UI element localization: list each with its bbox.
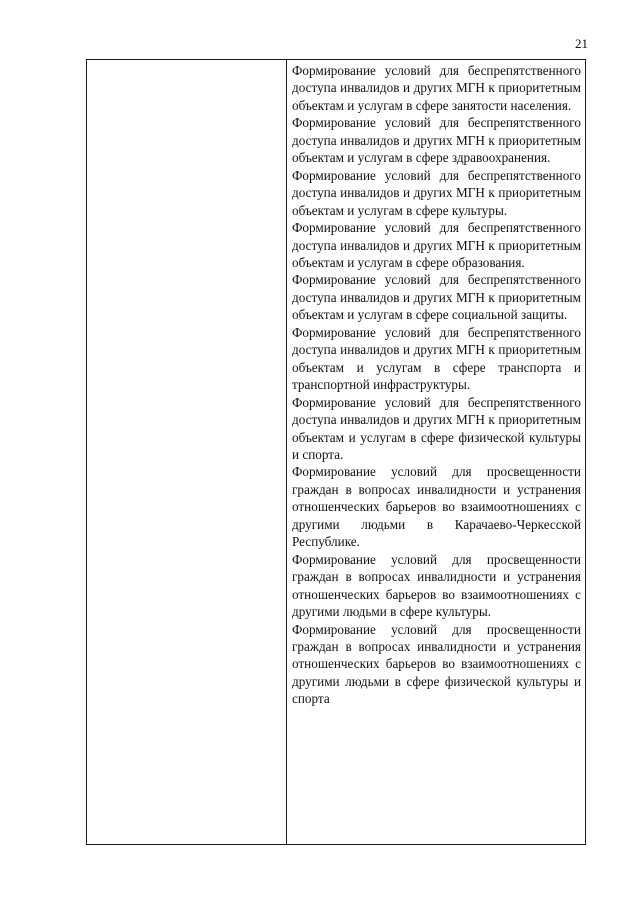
table-paragraph: Формирование условий для беспрепятственного доступа инвалидов и других МГН к приоритетным объектам и услугам в сфере транспорта и транспортной инфраструктуры.: [292, 324, 581, 393]
table-paragraph: Формирование условий для беспрепятственного доступа инвалидов и других МГН к приоритетным объектам и услугам в сфере культуры.: [292, 167, 581, 218]
table-left-cell: [87, 60, 287, 844]
table-paragraph: Формирование условий для просвещенности граждан в вопросах инвалидности и устранения отношенческих барьеров во взаимоотношениях с другими людьми в Карачаево-Черкесской Республике.: [292, 464, 581, 550]
table-paragraph: Формирование условий для беспрепятственного доступа инвалидов и других МГН к приоритетным объектам и услугам в сфере социальной защиты.: [292, 272, 581, 323]
table-paragraph: Формирование условий для просвещенности граждан в вопросах инвалидности и устранения отношенческих барьеров во взаимоотношениях с другими людьми в сфере культуры.: [292, 551, 581, 620]
table-paragraph: Формирование условий для беспрепятственного доступа инвалидов и других МГН к приоритетным объектам и услугам в сфере занятости населения.: [292, 63, 581, 113]
document-table: [86, 59, 586, 845]
table-paragraph: Формирование условий для беспрепятственного доступа инвалидов и других МГН к приоритетным объектам и услугам в сфере образования.: [292, 220, 581, 270]
table-right-cell: [292, 62, 581, 708]
page-number: 21: [575, 36, 588, 51]
table-paragraph: Формирование условий для беспрепятственного доступа инвалидов и других МГН к приоритетным объектам и услугам в сфере здравоохранения.: [292, 115, 581, 166]
table-paragraph: Формирование условий для беспрепятственного доступа инвалидов и других МГН к приоритетным объектам и услугам в сфере физической культуры и спорта.: [292, 394, 581, 462]
table-paragraph: Формирование условий для просвещенности граждан в вопросах инвалидности и устранения отношенческих барьеров во взаимоотношениях с другими людьми в сфере физической культуры и спорта: [292, 621, 581, 707]
